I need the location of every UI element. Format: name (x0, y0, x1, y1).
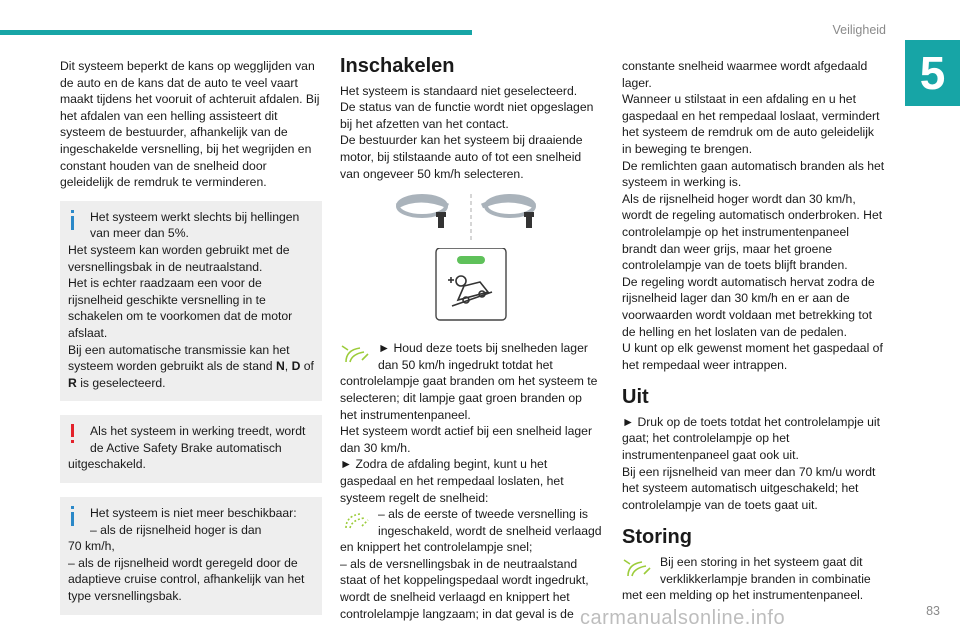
watermark: carmanualsonline.info (580, 607, 786, 629)
column-3: constante snelheid waarmee wordt afgedaald lager. Wanneer u stilstaat in een afdaling en u het gaspedaal en het rempedaal loslaat, vermindert het systeem de remdruk om de auto geleidelijk in beweging te brengen. De remlichten gaan automatisch branden als het systeem in werking is. Als de rijsnelheid hoger wordt dan 30 km/h, wordt de regeling automatisch onderbroken. Het controlelampje op het instrumentenpaneel brandt dan weer grijs, maar het groene controlelampje van de toets blijft branden. De regeling wordt automatisch hervat zodra de rijsnelheid lager dan 30 km/h en er aan de voorwaarden wordt voldaan met betrekking tot de helling en het loslaten van de pedalen. U kunt op elk gewenst moment het gaspedaal of het rempedaal weer intrappen. Uit ► Druk op de toets totdat het controlelampje uit gaat; het controlelampje op het instrumentenpaneel gaat ook uit. Bij een rijsnelheid van meer dan 70 km/u wordt het systeem automatisch uitgeschakeld; het controlelampje van de toets gaat uit. Storing Bij een storing in het systeem gaat dit verklikkerlampje branden in combinatie met een melding op het instrumentenpaneel. (622, 59, 885, 603)
dashboard-note-icon (340, 340, 374, 366)
dashboard-note-icon (622, 554, 656, 580)
dashboard-note-icon (340, 506, 374, 532)
hill-descent-button-figure (340, 248, 602, 328)
list-first-gear: – als de eerste of tweede versnelling is ingeschakeld, wordt de snelheid verlaagd en knippert het controlelampje snel; (340, 507, 602, 555)
chapter-tab: 5 (905, 40, 960, 106)
warning-icon (66, 424, 79, 444)
section-title: Veiligheid (832, 23, 886, 37)
info-icon (66, 506, 79, 526)
hill-descent-control-icon (340, 248, 602, 328)
info-box-1: Het systeem werkt slechts bij hellingen van meer dan 5%. Het systeem kan worden gebruikt met de versnellingsbak in de neutraalstand. Het is echter raadzaam een voor de rijsnelheid geschikte versnelling in te schakelen om te voorkomen dat de motor afslaat. Bij een automatische transmissie kan het systeem worden gebruikt als de stand N, D of R is geselecteerd. (60, 201, 322, 402)
heading-inschakelen: Inschakelen (340, 55, 455, 77)
step-hold-button: ► Houd deze toets bij snelheden lager dan 50 km/h ingedrukt totdat het controlelampje gaat branden om het systeem te selecteren; dit lampje gaat groen branden op het instrumentenpaneel. (340, 341, 598, 422)
page-number: 83 (926, 604, 940, 618)
transmission-note: Bij een automatische transmissie kan het systeem worden gebruikt als de stand N, D of R is geselecteerd. (68, 342, 314, 390)
storing-note: Bij een storing in het systeem gaat dit verklikkerlampje branden in combinatie met een melding op het instrumentenpaneel. (622, 555, 871, 603)
steering-wheel-icon (340, 194, 602, 240)
intro-paragraph: Dit systeem beperkt de kans op wegglijden van de auto en de kans dat de auto te veel vaart maakt tijdens het vooruit of achteruit afdalen. Bij het afdalen van een helling assisteert dit systeem de bestuurder, afhankelijk van de ingeschakelde versnelling, bij het wegrijden en constant houden van de snelheid door geleidelijk de remdruk te verminderen. (60, 59, 320, 190)
warning-box: Als het systeem in werking treedt, wordt de Active Safety Brake automatisch uitgeschakeld. (60, 415, 322, 483)
heading-uit: Uit (622, 386, 649, 409)
column-1 (60, 58, 322, 615)
info-icon (66, 210, 79, 230)
column-2: Inschakelen Het systeem is standaard niet geselecteerd. De status van de functie wordt niet opgeslagen bij het afzetten van het contact. De bestuurder kan het systeem bij draaiende motor, bij stilstaande auto of tot een snelheid van ongeveer 50 km/h selecteren. ► Houd deze toets bij snelheden lager dan 50 km/h ingedrukt totdat het controlelampje gaat branden om het systeem te selecteren; dit lampje gaat groen branden op het instrumentenpaneel. Het systeem wordt actief bij een snelheid lager dan 30 km/h. ► Zodra de afdaling begint, kunt u het gaspedaal en het rempedaal loslaten, het systeem regelt de snelheid: – als de eerste of tweede versnelling is ingeschakeld, wordt de snelheid verlaagd en knippert het controlelampje snel; – als de versnellingsbak in de neutraalstand staat of het koppelingspedaal wordt ingedrukt, wordt de snelheid verlaagd en knippert het controlelampje langzaam; in dat geval is de (340, 55, 602, 621)
header-accent-bar (0, 30, 472, 35)
heading-storing: Storing (622, 526, 692, 549)
info-box-2: Het systeem is niet meer beschikbaar: – als de rijsnelheid hoger is dan 70 km/h, – als de rijsnelheid wordt geregeld door de adaptieve cruise control, afhankelijk van het type versnellingsbak. (60, 497, 322, 615)
steering-wheel-figure (340, 194, 602, 240)
